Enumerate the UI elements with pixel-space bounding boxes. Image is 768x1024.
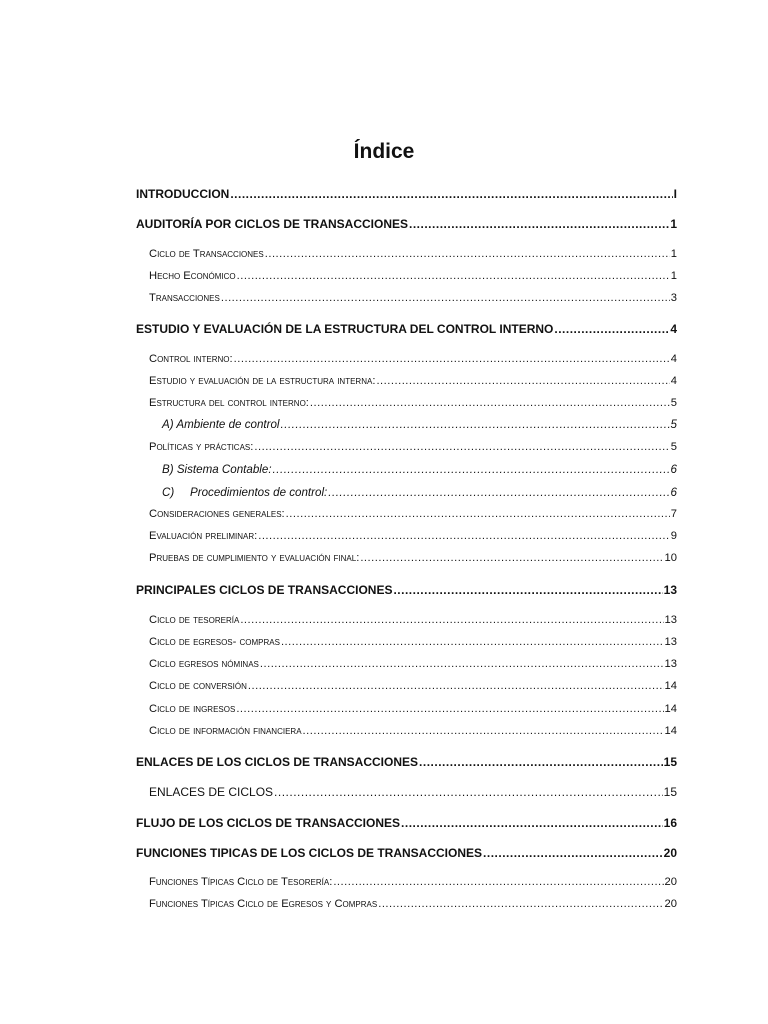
toc-entry-introduccion[interactable] — [136, 187, 677, 201]
toc-entry-control-interno[interactable] — [149, 353, 677, 365]
dot-leader — [310, 397, 670, 409]
toc-entry-label: Procedimientos de control: — [190, 486, 328, 499]
toc-entry-sistema-contable[interactable] — [162, 463, 677, 476]
dot-leader — [248, 680, 664, 692]
toc-page-number: 5 — [670, 418, 677, 431]
toc-entry-ciclo-transacciones[interactable] — [149, 248, 677, 260]
dot-leader — [393, 583, 662, 597]
toc-entry-label: ESTUDIO Y EVALUACIÓN DE LA ESTRUCTURA DEL CONTROL INTERNO — [136, 322, 554, 336]
toc-entry-label-wrap — [162, 486, 327, 499]
toc-entry-procedimientos-control[interactable] — [162, 486, 677, 499]
toc-entry-label: ENLACES DE CICLOS — [149, 785, 274, 799]
toc-page-number: I — [673, 187, 677, 201]
toc-page-number: 9 — [670, 530, 677, 542]
toc-page-number: 15 — [663, 785, 677, 799]
toc-entry-label: B) Sistema Contable: — [162, 463, 272, 476]
toc-page-number: 3 — [670, 292, 677, 304]
dot-leader — [409, 217, 669, 231]
dot-leader — [234, 353, 670, 365]
toc-entry-label: Ciclo de tesorería — [149, 614, 240, 626]
toc-page-number: 20 — [664, 876, 677, 888]
toc-entry-ambiente-control[interactable] — [162, 418, 677, 431]
toc-page-number: 20 — [663, 846, 677, 860]
dot-leader — [419, 755, 663, 769]
toc-entry-estructura-control-interno[interactable] — [149, 397, 677, 409]
toc-page-number: 14 — [664, 703, 677, 715]
toc-page-number: 13 — [664, 614, 677, 626]
toc-entry-label: Control interno: — [149, 353, 233, 365]
toc-entry-label: Políticas y prácticas: — [149, 441, 254, 453]
toc-page-number: 1 — [670, 270, 677, 282]
dot-leader — [258, 530, 670, 542]
dot-leader — [554, 322, 669, 336]
dot-leader — [376, 375, 669, 387]
toc-page-number: 6 — [670, 463, 677, 476]
toc-entry-label: ENLACES DE LOS CICLOS DE TRANSACCIONES — [136, 755, 419, 769]
toc-entry-ciclo-conversion[interactable] — [149, 680, 677, 692]
toc-entry-label: Ciclo de información financiera — [149, 725, 302, 737]
toc-page-number: 5 — [670, 397, 677, 409]
toc-entry-principales-ciclos[interactable] — [136, 583, 677, 597]
toc-entry-funciones-tesoreria[interactable] — [149, 876, 677, 888]
toc-entry-label: Ciclo de ingresos — [149, 703, 236, 715]
dot-leader — [303, 725, 664, 737]
toc-page-number: 13 — [663, 583, 677, 597]
dot-leader — [273, 463, 670, 476]
toc-entry-label: Ciclo de Transacciones — [149, 248, 264, 260]
toc-entry-label: FUNCIONES TIPICAS DE LOS CICLOS DE TRANSACCIONES — [136, 846, 483, 860]
dot-leader — [378, 898, 663, 910]
dot-leader — [230, 187, 672, 201]
toc-page-number: 1 — [670, 217, 677, 231]
toc-entry-label: Funciones Típicas Ciclo de Egresos y Compras — [149, 898, 378, 910]
toc-entry-label: INTRODUCCION — [136, 187, 230, 201]
toc-entry-label: Funciones Típicas Ciclo de Tesorería: — [149, 876, 333, 888]
dot-leader — [328, 486, 669, 499]
toc-entry-politicas-practicas[interactable] — [149, 441, 677, 453]
dot-leader — [237, 270, 670, 282]
dot-leader — [265, 248, 670, 260]
toc-entry-label: AUDITORÍA POR CICLOS DE TRANSACCIONES — [136, 217, 409, 231]
toc-entry-ciclo-egresos-compras[interactable] — [149, 636, 677, 648]
dot-leader — [260, 658, 664, 670]
toc-entry-label: A) Ambiente de control — [162, 418, 280, 431]
toc-entry-funciones-egresos-compras[interactable] — [149, 898, 677, 910]
toc-page-number: 7 — [670, 508, 677, 520]
toc-entry-funciones-tipicas[interactable] — [136, 846, 677, 860]
page-title: Índice — [353, 140, 415, 163]
toc-page-number: 20 — [664, 898, 677, 910]
toc-page-number: 4 — [670, 322, 677, 336]
toc-entry-enlaces-de-ciclos[interactable] — [149, 785, 677, 799]
toc-entry-enlaces-ciclos-transacciones[interactable] — [136, 755, 677, 769]
dot-leader — [483, 846, 663, 860]
toc-entry-label: Estructura del control interno: — [149, 397, 309, 409]
toc-page-number: 5 — [670, 441, 677, 453]
toc-entry-label: PRINCIPALES CICLOS DE TRANSACCIONES — [136, 583, 393, 597]
toc-entry-ciclo-egresos-nominas[interactable] — [149, 658, 677, 670]
toc-entry-label: Transacciones — [149, 292, 220, 304]
toc-entry-letter: C) — [162, 486, 175, 499]
dot-leader — [240, 614, 663, 626]
toc-entry-flujo-ciclos[interactable] — [136, 816, 677, 830]
toc-page-number: 14 — [664, 680, 677, 692]
toc-entry-transacciones[interactable] — [149, 292, 677, 304]
dot-leader — [281, 636, 664, 648]
dot-leader — [401, 816, 663, 830]
toc-entry-estudio-evaluacion[interactable] — [136, 322, 677, 336]
toc-page-number: 15 — [663, 755, 677, 769]
dot-leader — [360, 552, 663, 564]
toc-entry-label: FLUJO DE LOS CICLOS DE TRANSACCIONES — [136, 816, 401, 830]
toc-entry-label: Ciclo de egresos- compras — [149, 636, 280, 648]
toc-page-number: 4 — [670, 353, 677, 365]
dot-leader — [274, 785, 663, 799]
toc-entry-label: Evaluación preliminar: — [149, 530, 258, 542]
toc-entry-auditoria[interactable] — [136, 217, 677, 231]
toc-page-number: 6 — [670, 486, 677, 499]
toc-entry-estudio-estructura-interna[interactable] — [149, 375, 677, 387]
dot-leader — [221, 292, 670, 304]
toc-entry-label: Ciclo egresos nóminas — [149, 658, 259, 670]
toc-entry-label: Pruebas de cumplimiento y evaluación final: — [149, 552, 360, 564]
toc-page-number: 14 — [664, 725, 677, 737]
toc-entry-evaluacion-preliminar[interactable] — [149, 530, 677, 542]
toc-entry-ciclo-informacion-financiera[interactable] — [149, 725, 677, 737]
toc-entry-label: Consideraciones generales: — [149, 508, 285, 520]
toc-page-number: 4 — [670, 375, 677, 387]
toc-entry-pruebas-cumplimiento[interactable] — [149, 552, 677, 564]
toc-entry-ciclo-ingresos[interactable] — [149, 703, 677, 715]
dot-leader — [254, 441, 669, 453]
dot-leader — [236, 703, 663, 715]
toc-entry-label: Hecho Económico — [149, 270, 236, 282]
toc-entry-consideraciones-generales[interactable] — [149, 508, 677, 520]
dot-leader — [281, 418, 670, 431]
toc-page-number: 16 — [663, 816, 677, 830]
toc-entry-hecho-economico[interactable] — [149, 270, 677, 282]
toc-entry-label: Ciclo de conversión — [149, 680, 247, 692]
toc-page-number: 13 — [664, 658, 677, 670]
toc-page-number: 10 — [664, 552, 677, 564]
toc-page-number: 1 — [670, 248, 677, 260]
toc-entry-label: Estudio y evaluación de la estructura interna: — [149, 375, 376, 387]
dot-leader — [286, 508, 670, 520]
dot-leader — [333, 876, 663, 888]
toc-page-number: 13 — [664, 636, 677, 648]
toc-entry-ciclo-tesoreria[interactable] — [149, 614, 677, 626]
